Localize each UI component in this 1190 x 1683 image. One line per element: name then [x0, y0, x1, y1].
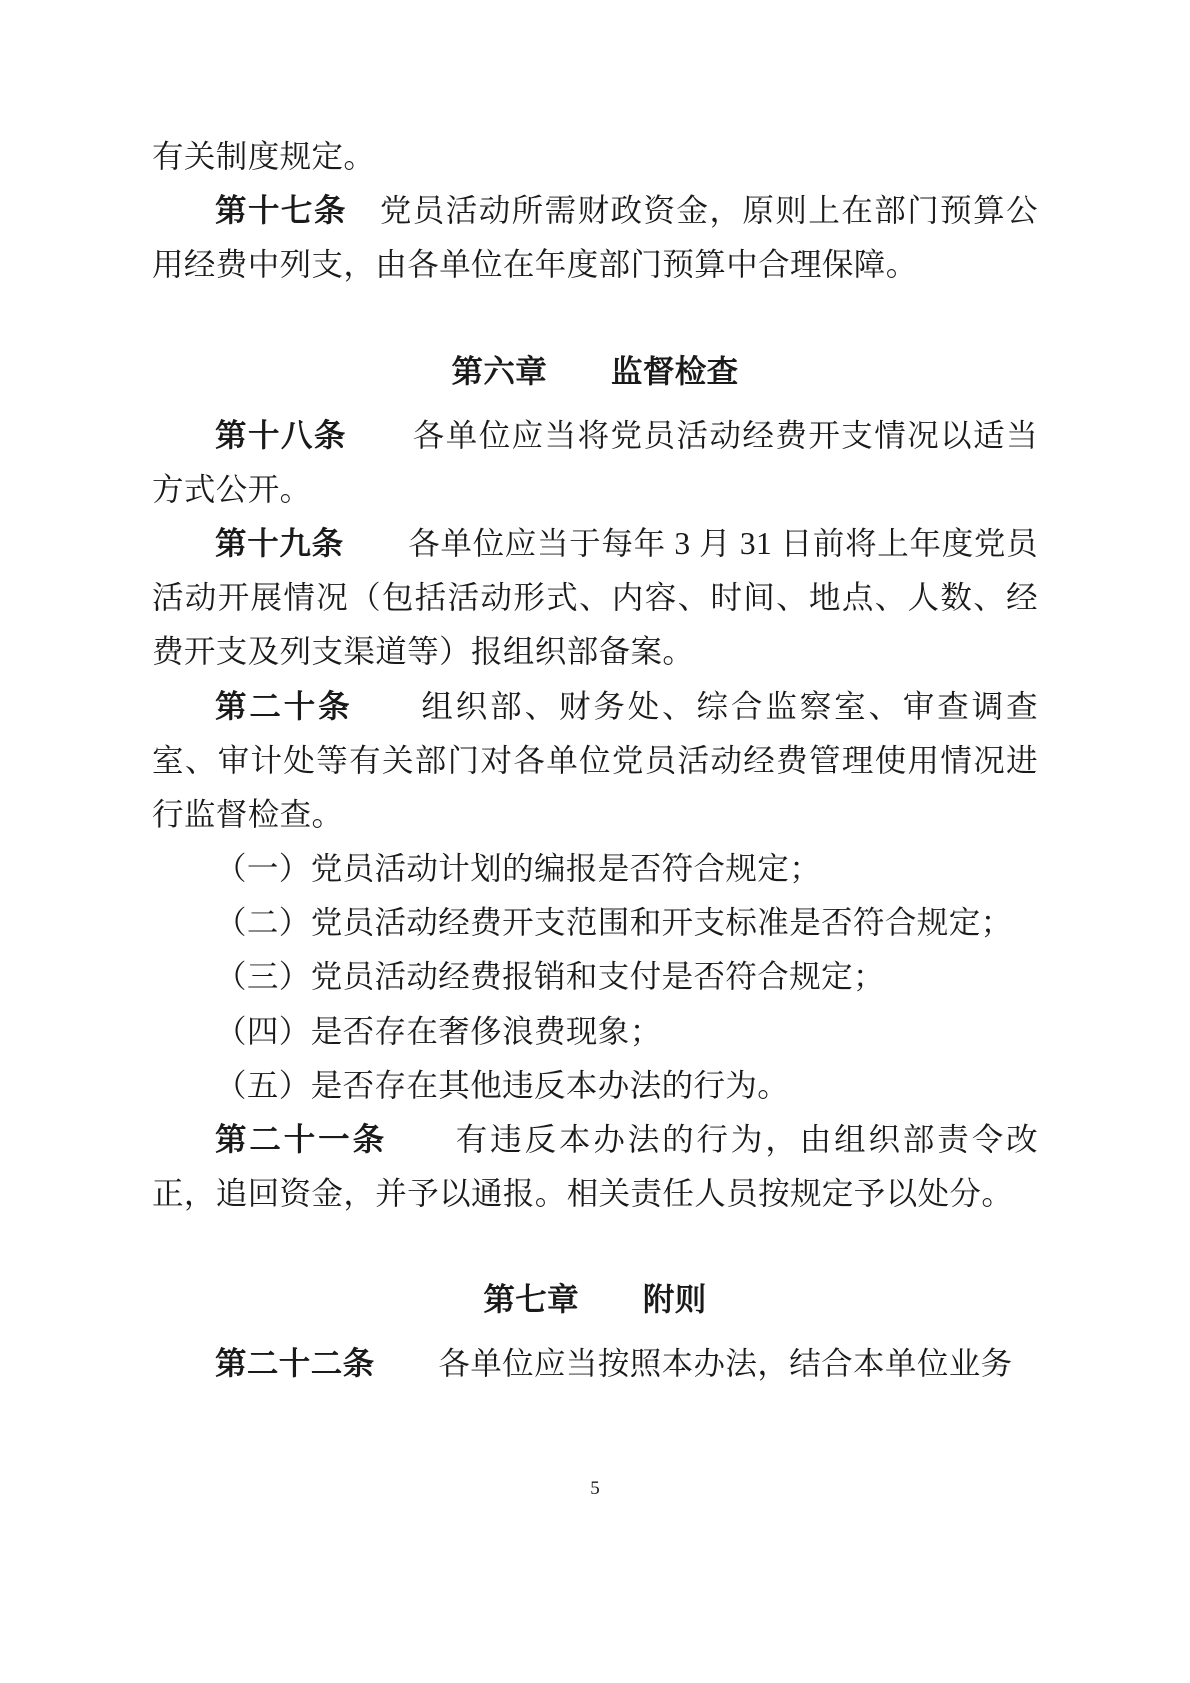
list-item [152, 1059, 1038, 1113]
article-label: 第十九条 [215, 526, 344, 562]
paragraph-text: 各单位应当于每年 3 月 31 日前将上年度党员活动开展情况（包括活动形式、内容、时间、地点、人数、经费开支及列支渠道等）报组织部备案。 [152, 526, 1038, 670]
paragraph-text: 党员活动所需财政资金，原则上在部门预算公用经费中列支，由各单位在年度部门预算中合理保障。 [152, 193, 1038, 283]
chapter-heading: 第七章 附则 [483, 1282, 707, 1318]
paragraph [152, 409, 1038, 517]
paragraph-text: （三）党员活动经费报销和支付是否符合规定； [215, 959, 885, 995]
paragraph [152, 184, 1038, 292]
document-body [152, 130, 1038, 1392]
paragraph-text: （五）是否存在其他违反本办法的行为。 [215, 1067, 790, 1103]
paragraph [152, 1337, 1038, 1391]
paragraph-text: 组织部、财务处、综合监察室、审查调查室、审计处等有关部门对各单位党员活动经费管理使用情况进行监督检查。 [152, 688, 1038, 832]
paragraph-text: 各单位应当按照本办法，结合本单位业务 [374, 1346, 1013, 1382]
article-label: 第二十条 [215, 688, 353, 724]
paragraph [152, 1113, 1038, 1221]
paragraph [152, 680, 1038, 843]
list-item [152, 896, 1038, 950]
list-item [152, 950, 1038, 1004]
chapter-heading: 第六章 监督检查 [451, 353, 739, 389]
article-label: 第十七条 [215, 193, 347, 229]
paragraph [152, 517, 1038, 680]
paragraph-text: （四）是否存在奢侈浪费现象； [215, 1013, 662, 1049]
paragraph-text: 各单位应当将党员活动经费开支情况以适当方式公开。 [152, 417, 1038, 507]
article-label: 第二十二条 [215, 1346, 375, 1382]
list-item [152, 842, 1038, 896]
article-label: 第二十一条 [215, 1121, 387, 1157]
paragraph-text: 有违反本办法的行为，由组织部责令改正，追回资金，并予以通报。相关责任人员按规定予以处分。 [152, 1121, 1038, 1212]
paragraph [152, 130, 1038, 184]
paragraph-text: （一）党员活动计划的编报是否符合规定； [215, 851, 822, 887]
list-item [152, 1005, 1038, 1059]
article-label: 第十八条 [215, 417, 347, 453]
paragraph-text: 有关制度规定。 [152, 139, 376, 174]
paragraph-text: （二）党员活动经费开支范围和开支标准是否符合规定； [215, 905, 1013, 941]
page-number: 5 [590, 1478, 600, 1499]
